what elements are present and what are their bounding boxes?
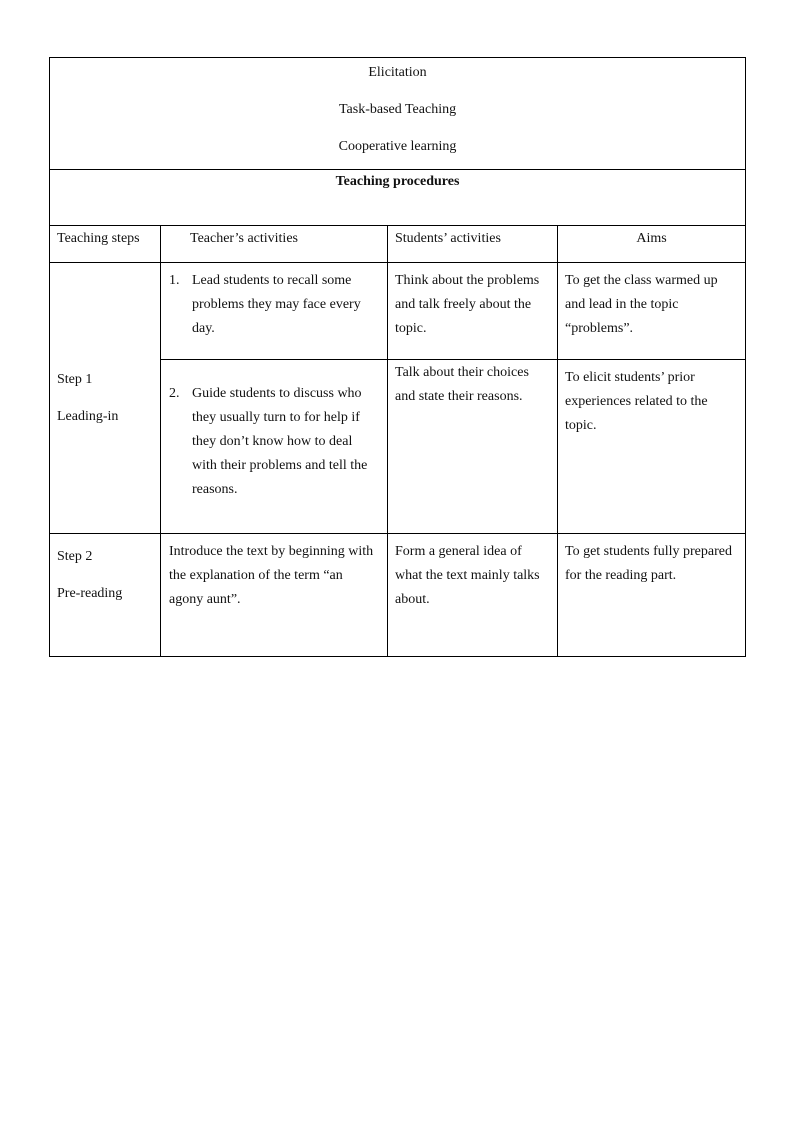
step1-student-activity-2: Talk about their choices and state their reasons. [388, 360, 558, 534]
step2-cell [50, 534, 161, 657]
step2-teacher-activity: Introduce the text by beginning with the explanation of the term “an agony aunt”. [161, 534, 388, 657]
header-students-activities: Students’ activities [388, 226, 558, 263]
step1-aim-2: To elicit students’ prior experiences related to the topic. [558, 360, 746, 534]
list-number: 1. [169, 273, 180, 288]
header-teaching-steps: Teaching steps [50, 226, 161, 263]
header-row [50, 226, 746, 263]
teaching-methods-cell [50, 58, 746, 170]
method-cooperative: Cooperative learning [338, 139, 457, 154]
step1-teacher-activity-2 [161, 360, 388, 534]
step1-name: Leading-in [57, 409, 119, 424]
table-row [50, 534, 746, 657]
teacher-activity-text: Lead students to recall some problems they may face every day. [192, 273, 361, 336]
teacher-activity-text: Guide students to discuss who they usually turn to for help if they don’t know how to deal with their problems and tell the reasons. [192, 386, 368, 497]
step1-student-activity-1: Think about the problems and talk freely about the topic. [388, 263, 558, 360]
table-row [50, 263, 746, 360]
step2-name: Pre-reading [57, 586, 123, 601]
step1-label: Step 1 [57, 372, 93, 387]
header-aims: Aims [558, 226, 746, 263]
step2-label: Step 2 [57, 549, 93, 564]
method-task-based: Task-based Teaching [338, 102, 457, 117]
step1-teacher-activity-1 [161, 263, 388, 360]
header-teacher-activities: Teacher’s activities [161, 226, 388, 263]
lesson-plan-table [49, 57, 746, 657]
step1-aim-1: To get the class warmed up and lead in the topic “problems”. [558, 263, 746, 360]
method-elicitation: Elicitation [368, 65, 427, 80]
step1-cell [50, 263, 161, 534]
list-number: 2. [169, 386, 180, 401]
procedures-title: Teaching procedures [50, 170, 746, 226]
step2-aim: To get students fully prepared for the reading part. [558, 534, 746, 657]
step2-student-activity: Form a general idea of what the text mainly talks about. [388, 534, 558, 657]
